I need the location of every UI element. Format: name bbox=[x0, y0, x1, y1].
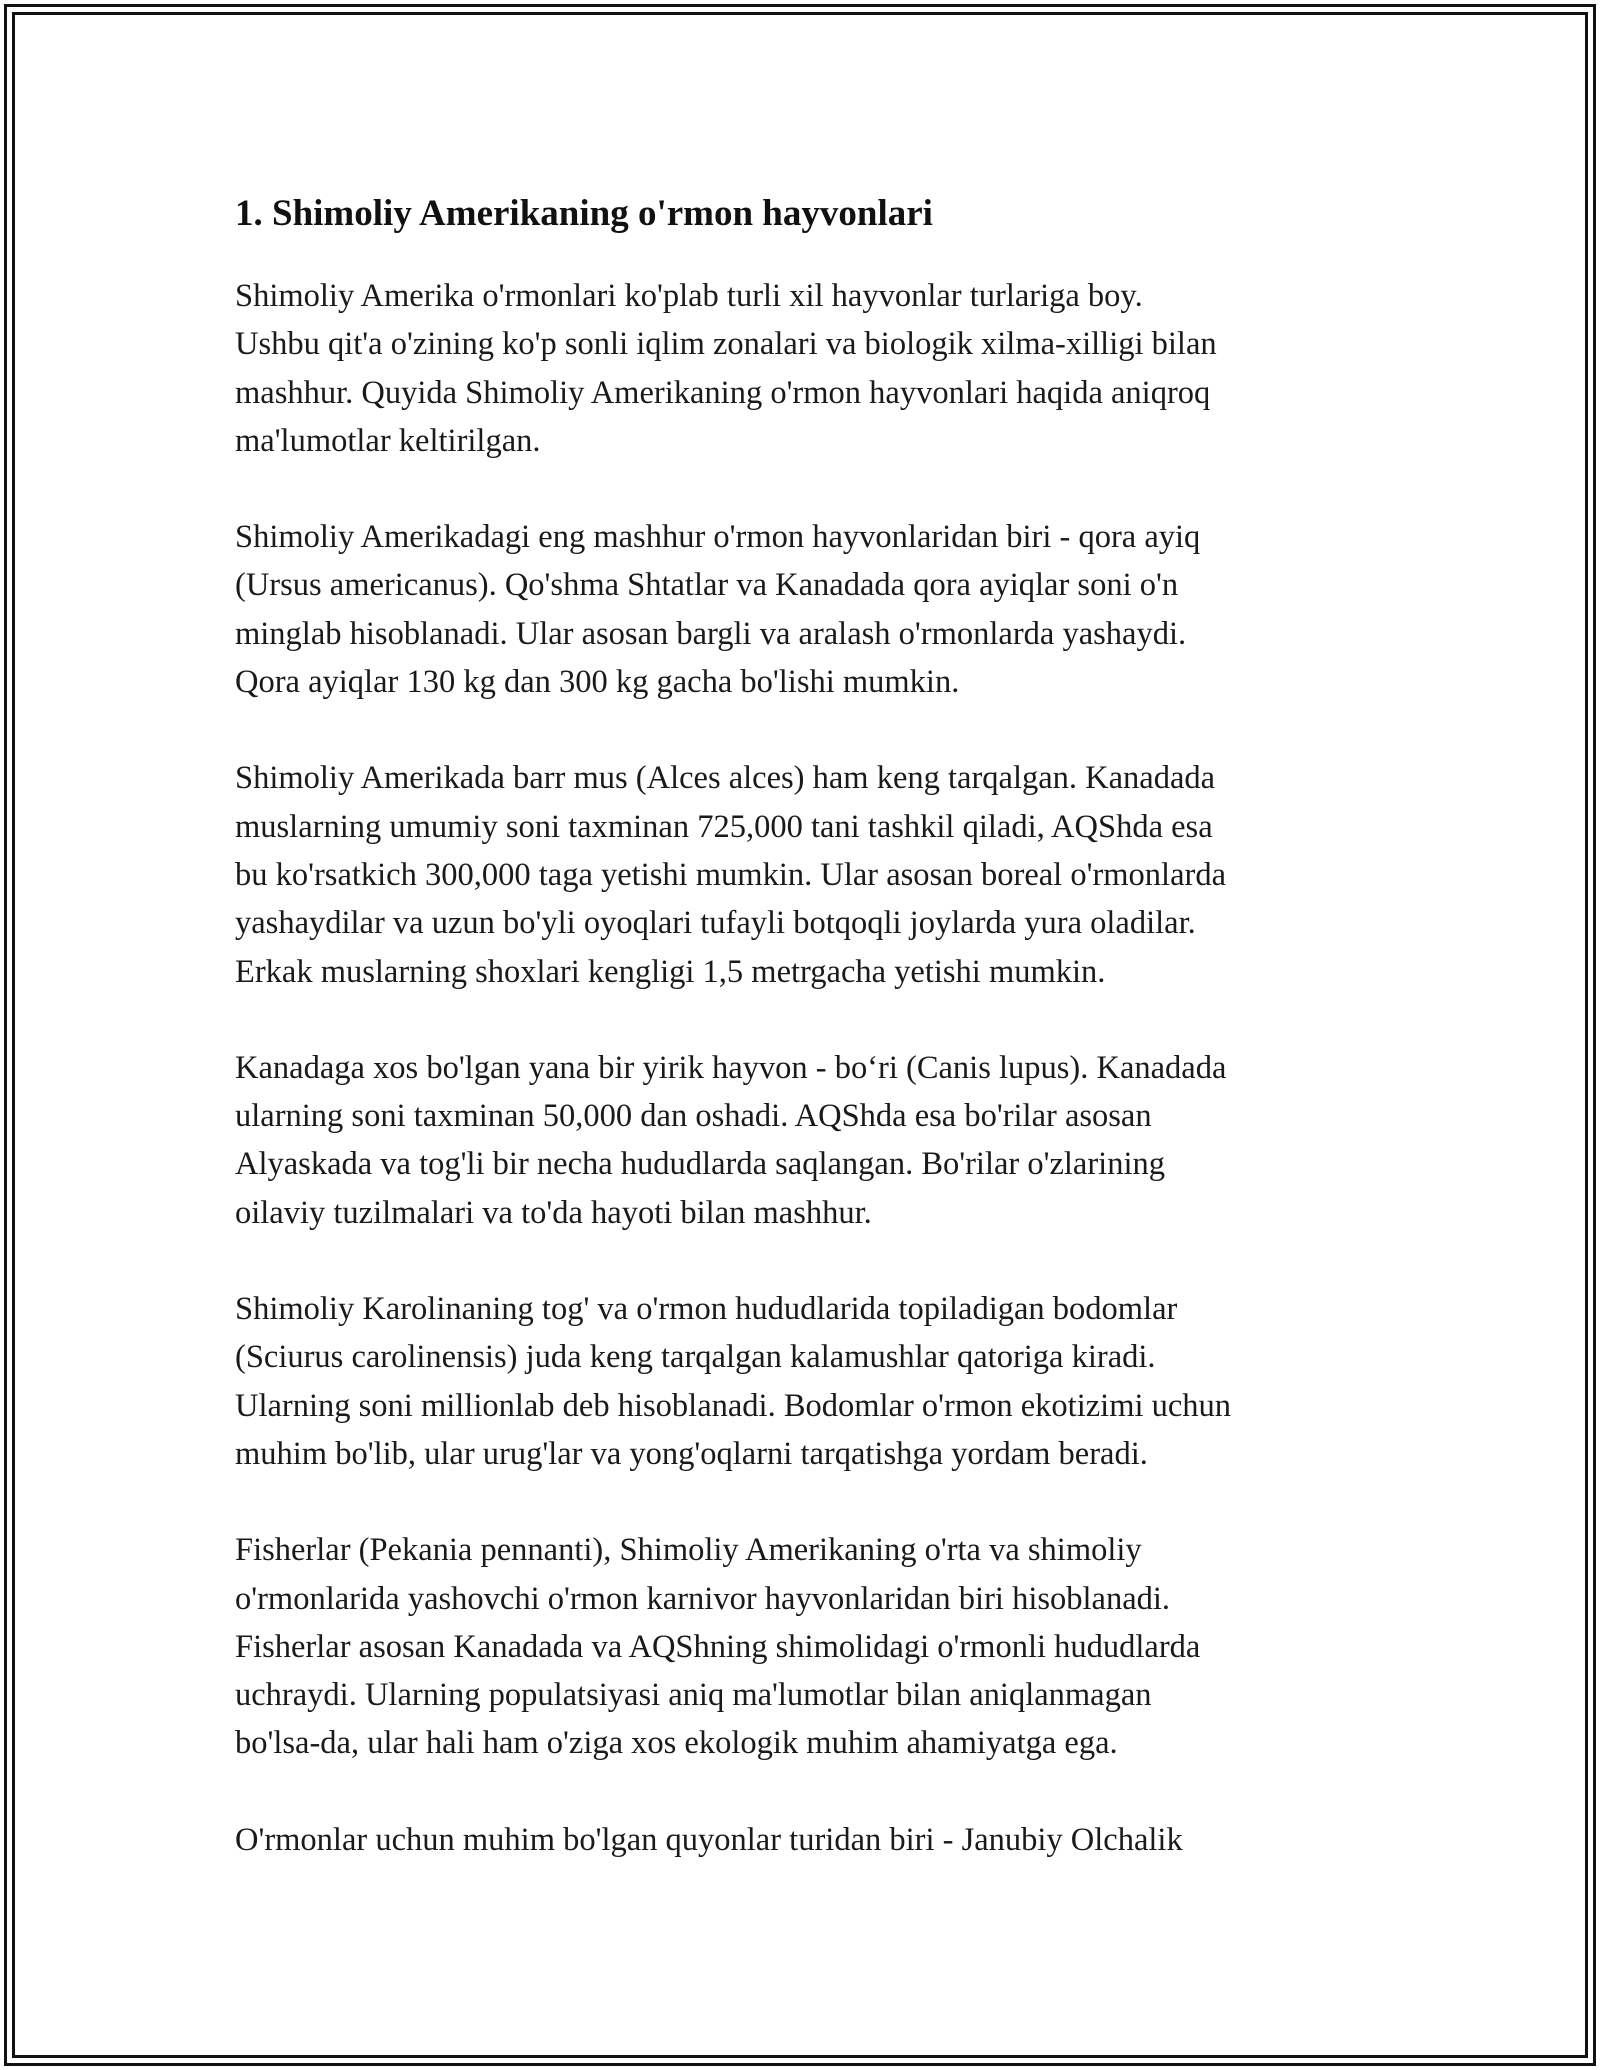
text-line: mashhur. Quyida Shimoliy Amerikaning o'rmon hayvonlari haqida aniqroq bbox=[235, 374, 1211, 411]
text-line: ularning soni taxminan 50,000 dan oshadi. AQShda esa bo'rilar asosan bbox=[235, 1098, 1152, 1135]
text-line: (Sciurus carolinensis) juda keng tarqalgan kalamushlar qatoriga kiradi. bbox=[235, 1339, 1156, 1376]
text-line: minglab hisoblanadi. Ular asosan bargli va aralash o'rmonlarda yashaydi. bbox=[235, 615, 1187, 652]
text-line: bo'lsa-da, ular hali ham o'ziga xos ekologik muhim ahamiyatga ega. bbox=[235, 1725, 1118, 1762]
text-line: Shimoliy Karolinaning tog' va o'rmon hududlarida topiladigan bodomlar bbox=[235, 1291, 1178, 1328]
text-line: Qora ayiqlar 130 kg dan 300 kg gacha bo'lishi mumkin. bbox=[235, 664, 960, 701]
text-line: oilaviy tuzilmalari va to'da hayoti bilan mashhur. bbox=[235, 1194, 872, 1231]
paragraph-rabbit bbox=[235, 1816, 1375, 1864]
text-line: muslarning umumiy soni taxminan 725,000 tani tashkil qiladi, AQShda esa bbox=[235, 808, 1213, 845]
paragraph-intro bbox=[235, 272, 1375, 465]
text-line: Fisherlar (Pekania pennanti), Shimoliy Amerikaning o'rta va shimoliy bbox=[235, 1532, 1142, 1569]
document-body bbox=[235, 188, 1375, 1912]
paragraph-moose bbox=[235, 754, 1375, 995]
text-line: Shimoliy Amerika o'rmonlari ko'plab turli xil hayvonlar turlariga boy. bbox=[235, 278, 1143, 314]
text-line: yashaydilar va uzun bo'yli oyoqlari tufayli botqoqli joylarda yura oladilar. bbox=[235, 905, 1196, 942]
paragraph-fisher bbox=[235, 1526, 1375, 1767]
text-line: (Ursus americanus). Qo'shma Shtatlar va Kanadada qora ayiqlar soni o'n bbox=[235, 567, 1179, 604]
text-line: bu ko'rsatkich 300,000 taga yetishi mumkin. Ular asosan boreal o'rmonlarda bbox=[235, 856, 1226, 893]
text-line: o'rmonlarida yashovchi o'rmon karnivor hayvonlaridan biri hisoblanadi. bbox=[235, 1580, 1171, 1617]
text-line: Fisherlar asosan Kanadada va AQShning shimolidagi o'rmonli hududlarda bbox=[235, 1628, 1201, 1665]
text-line: uchraydi. Ularning populatsiyasi aniq ma'lumotlar bilan aniqlanmagan bbox=[235, 1677, 1152, 1714]
section-heading: 1. Shimoliy Amerikaning o'rmon hayvonlari bbox=[235, 193, 933, 234]
text-line: Ularning soni millionlab deb hisoblanadi. Bodomlar o'rmon ekotizimi uchun bbox=[235, 1387, 1232, 1424]
text-line: Kanadaga xos bo'lgan yana bir yirik hayvon - bo‘ri (Canis lupus). Kanadada bbox=[235, 1049, 1227, 1086]
paragraph-squirrel bbox=[235, 1285, 1375, 1478]
paragraph-black-bear bbox=[235, 513, 1375, 706]
text-line: muhim bo'lib, ular urug'lar va yong'oqlarni tarqatishga yordam beradi. bbox=[235, 1435, 1148, 1472]
text-line: Shimoliy Amerikada barr mus (Alces alces) ham keng tarqalgan. Kanadada bbox=[235, 760, 1216, 797]
text-line: Ushbu qit'a o'zining ko'p sonli iqlim zonalari va biologik xilma-xilligi bilan bbox=[235, 326, 1217, 363]
text-line: Shimoliy Amerikadagi eng mashhur o'rmon hayvonlaridan biri - qora ayiq bbox=[235, 519, 1201, 556]
text-line: O'rmonlar uchun muhim bo'lgan quyonlar turidan biri - Janubiy Olchalik bbox=[235, 1821, 1183, 1858]
text-line: Alyaskada va tog'li bir necha hududlarda saqlangan. Bo'rilar o'zlarining bbox=[235, 1146, 1165, 1183]
text-line: Erkak muslarning shoxlari kengligi 1,5 metrgacha yetishi mumkin. bbox=[235, 953, 1106, 990]
paragraph-wolf bbox=[235, 1044, 1375, 1237]
text-line: ma'lumotlar keltirilgan. bbox=[235, 422, 541, 459]
